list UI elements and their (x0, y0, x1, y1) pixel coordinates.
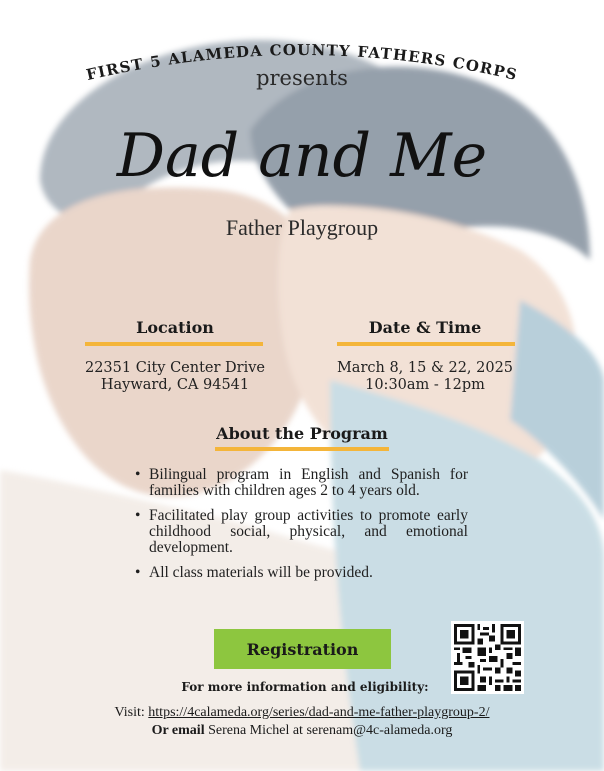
email-prefix: Or email (151, 723, 205, 738)
presents-label: presents (256, 66, 348, 90)
location-heading: Location (136, 318, 214, 337)
location-line1: 22351 City Center Drive (84, 360, 266, 376)
location-line2: Hayward, CA 94541 (100, 377, 250, 393)
about-bullet-list (133, 467, 468, 590)
about-bullet-1: • Bilingual program in English and Spanish for families with children ages 2 to 4 years old. (133, 467, 468, 499)
location-underline (85, 342, 263, 346)
about-heading: About the Program (216, 424, 388, 443)
org-title-text: FIRST 5 ALAMEDA COUNTY FATHERS CORPS (84, 40, 520, 85)
datetime-line1: March 8, 15 & 22, 2025 (336, 360, 514, 376)
main-title: Dad and Me (116, 121, 488, 191)
registration-button[interactable]: Registration (214, 629, 391, 669)
subtitle: Father Playgroup (225, 215, 379, 240)
datetime-details (315, 360, 535, 394)
visit-line (0, 705, 604, 721)
main-title-script (0, 98, 604, 208)
about-bullet-3: • All class materials will be provided. (133, 565, 468, 581)
about-underline (215, 447, 389, 451)
qr-code-icon[interactable] (451, 621, 524, 694)
location-address (60, 360, 290, 394)
email-line (0, 723, 604, 739)
about-bullet-2: • Facilitated play group activities to promote early childhood social, physical, and emotional development. (133, 508, 468, 556)
visit-url-link[interactable]: https://4calameda.org/series/dad-and-me-father-playgroup-2/ (148, 705, 490, 720)
more-info-label: For more information and eligibility: (181, 680, 429, 694)
datetime-underline (337, 342, 515, 346)
datetime-heading: Date & Time (368, 318, 482, 337)
datetime-line2: 10:30am - 12pm (365, 377, 485, 393)
visit-prefix: Visit: (114, 705, 145, 720)
email-contact[interactable]: Serena Michel at serenam@4c-alameda.org (208, 723, 453, 738)
